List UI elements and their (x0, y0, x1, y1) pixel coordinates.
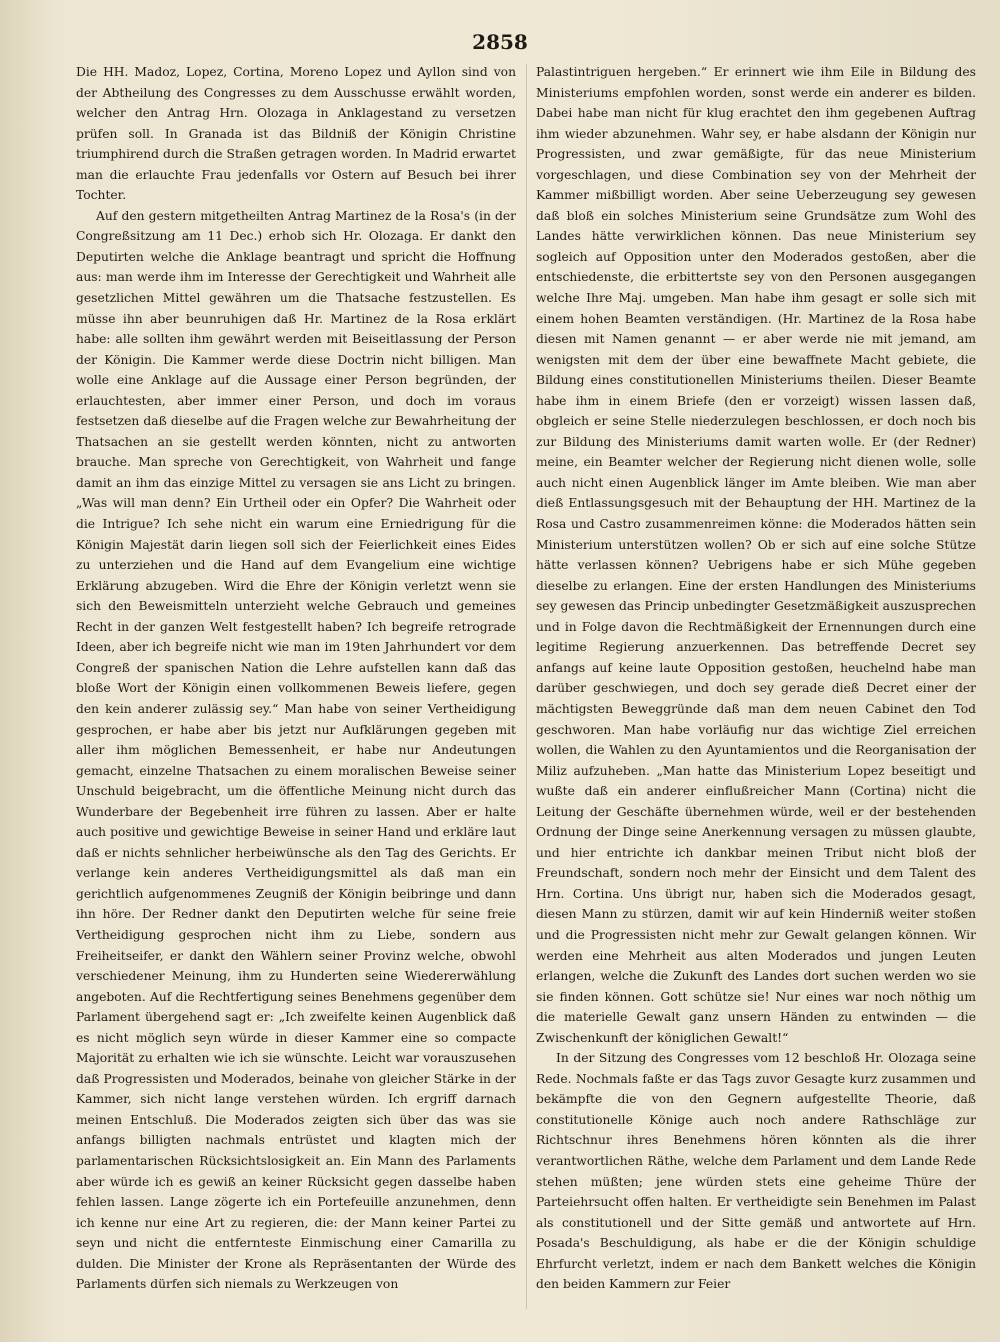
paragraph-sitzung-12: In der Sitzung des Congresses vom 12 beschloß Hr. Olozaga seine Rede. Nochmals faßte er das Tags zuvor Gesagte kurz zusammen und bekämpfte die von den Gegnern aufgestellte Theorie, daß constitutionelle Könige auch noch andere Rathschläge zur Richtschnur ihres Benehmens hören könnten als die ihrer verantwortlichen Räthe, welche dem Parlament und dem Lande Rede stehen müßten; jene würden stets eine geheime Thüre der Parteiehrsucht offen halten. Er vertheidigte sein Benehmen im Palast als constitutionell und der Sitte gemäß und antwortete auf Hrn. Posada's Beschuldigung, als habe er die der Königin schuldige Ehrfurcht verletzt, indem er nach dem Bankett welches die Königin den beiden Kammern zur Feier (536, 1051, 976, 1292)
right-column (536, 62, 976, 1295)
page-number: 2858 (472, 30, 528, 54)
paragraph-olozaga-rede: Auf den gestern mitgetheilten Antrag Martinez de la Rosa's (in der Congreßsitzung am 11 Dec.) erhob sich Hr. Olozaga. Er dankt den Deputirten welche die Anklage beantragt und spricht die Hoffnung aus: man werde ihm im Interesse der Gerechtigkeit und Wahrheit alle gesetzlichen Mittel gewähren um die Thatsache festzustellen. Es müsse ihn aber beunruhigen daß Hr. Martinez de la Rosa erklärt habe: alle sollten ihm gewährt werden mit Beiseitlassung der Person der Königin. Die Kammer werde diese Doctrin nicht billigen. Man wolle eine Anklage auf die Aussage einer Person begründen, der erlauchtesten, aber immer einer Person, und doch im voraus festsetzen daß dieselbe auf die Fragen welche zur Bewahrheitung der Thatsachen an sie gestellt werden könnten, nicht zu antworten brauche. Man spreche von Gerechtigkeit, von Wahrheit und fange damit an ihm das einzige Mittel zu versagen sie ans Licht zu bringen. „Was will man denn? Ein Urtheil oder ein Opfer? Die Wahrheit oder die Intrigue? Ich sehe nicht ein warum eine Erniedrigung für die Königin Majestät darin liegen soll sich der Feierlichkeit eines Eides zu unterziehen und die Hand auf dem Evangelium eine wichtige Erklärung abzugeben. Wird die Ehre der Königin verletzt wenn sie sich den Beweismitteln unterzieht welche Gebrauch und gemeines Recht in der ganzen Welt festgestellt haben? Ich begreife retrograde Ideen, aber ich begreife nicht wie man im 19ten Jahrhundert vor dem Congreß der spanischen Nation die Lehre aufstellen kann daß das bloße Wort der Königin einen vollkommenen Beweis liefere, gegen den kein anderer zulässig sey.“ Man habe von seiner Vertheidigung gesprochen, er habe aber bis jetzt nur Aufklärungen gegeben mit aller ihm möglichen Bemessenheit, er habe nur Andeutungen gemacht, einzelne Thatsachen zu einem moralischen Beweise seiner Unschuld beigebracht, um die öffentliche Meinung nicht durch das Wunderbare der Begebenheit irre führen zu lassen. Aber er halte auch positive und gewichtige Beweise in seiner Hand und erkläre laut daß er nichts sehnlicher herbeiwünsche als den Tag des Gerichts. Er verlange kein anderes Vertheidigungsmittel als daß man ein gerichtlich aufgenommenes Zeugniß der Königin beibringe und dann ihn höre. Der Redner dankt den Deputirten welche für seine freie Vertheidigung gesprochen nicht ihm zu Liebe, sondern aus Freiheitseifer, er dankt den Wählern seiner Provinz welche, obwohl verschiedener Meinung, ihm zu Hunderten seine Wiedererwählung angeboten. Auf die Rechtfertigung seines Benehmens gegenüber dem Parlament übergehend sagt er: „Ich zweifelte keinen Augenblick daß es nicht möglich seyn würde in dieser Kammer eine so compacte Majorität zu erhalten wie ich sie wünschte. Leicht war vorauszusehen daß Progressisten und Moderados, beinahe von gleicher Stärke in der Kammer, sich nicht lange verstehen würden. Ich ergriff darnach meinen Entschluß. Die Moderados zeigten sich über das was sie anfangs billigten nachmals entrüstet und klagten mich der parlamentarischen Rücksichtslosigkeit an. Ein Mann des Parlaments aber würde ich es gewiß an keiner Rücksicht gegen dasselbe haben fehlen lassen. Lange zögerte ich ein Portefeuille anzunehmen, denn ich kenne nur eine Art zu regieren, die: der Mann keiner Partei zu seyn und nicht die entfernteste Einmischung einer Camarilla zu dulden. Die Minister der Krone als Repräsentanten der Würde des Parlaments dürfen sich niemals zu Werkzeugen von (76, 208, 516, 1292)
left-column (76, 62, 516, 1295)
paragraph-palastintriguen: Palastintriguen hergeben.“ Er erinnert wie ihm Eile in Bildung des Ministeriums empfohlen worden, sonst werde ein anderer es bilden. Dabei habe man nicht für klug erachtet den ihm gegebenen Auftrag ihm wieder abzunehmen. Wahr sey, er habe alsdann der Königin nur Progressisten, und zwar gemäßigte, für das neue Ministerium vorgeschlagen, und diese Combination sey von der Mehrheit der Kammer mißbilligt worden. Aber seine Ueberzeugung sey gewesen daß bloß ein solches Ministerium seine Grundsätze zum Wohl des Landes hätte verwirklichen können. Das neue Ministerium sey sogleich auf Opposition unter den Moderados gestoßen, aber die entschiedenste, die erbittertste sey von den Personen ausgegangen welche Ihre Maj. umgeben. Man habe ihm gesagt er solle sich mit einem hohen Beamten verständigen. (Hr. Martinez de la Rosa habe diesen mit Namen genannt — er aber werde nie mit jemand, am wenigsten mit dem der über eine bewaffnete Macht gebiete, die Bildung eines constitutionellen Ministeriums theilen. Dieser Beamte habe ihm in einem Briefe (den er vorzeigt) wissen lassen daß, obgleich er seine Stelle niederzulegen beschlossen, er doch noch bis zur Bildung des Ministeriums damit warten wolle. Er (der Redner) meine, ein Beamter welcher der Regierung nicht dienen wolle, solle auch nicht einen Augenblick länger im Amte bleiben. Wie man aber dieß Entlassungsgesuch mit der Behauptung der HH. Martinez de la Rosa und Castro zusammenreimen könne: die Moderados hätten sein Ministerium unterstützen wollen? Ob er sich auf eine solche Stütze hätte verlassen können? Uebrigens habe er sich Mühe gegeben dieselbe zu erlangen. Eine der ersten Handlungen des Ministeriums sey gewesen das Princip unbedingter Gesetzmäßigkeit auszusprechen und in Folge davon die Rechtmäßigkeit der Ernennungen durch eine legitime Regierung anzuerkennen. Das betreffende Decret sey anfangs auf keine laute Opposition gestoßen, heuchelnd habe man darüber geschwiegen, und doch sey gerade dieß Decret einer der mächtigsten Beweggründe daß man dem neuen Cabinet den Tod geschworen. Man habe vorläufig nur das wichtige Ziel erreichen wollen, die Wahlen zu den Ayuntamientos und die Reorganisation der Miliz aufzuheben. „Man hatte das Ministerium Lopez beseitigt und wußte daß ein anderer einflußreicher Mann (Cortina) nicht die Leitung der Geschäfte übernehmen würde, weil er der bestehenden Ordnung der Dinge seine Anerkennung versagen zu müssen glaubte, und hier entrichte ich dankbar meinen Tribut nicht bloß der Freundschaft, sondern noch mehr der Einsicht und dem Talent des Hrn. Cortina. Uns übrigt nur, haben sich die Moderados gesagt, diesen Mann zu stürzen, damit wir auf kein Hinderniß weiter stoßen und die Progressisten nicht mehr zur Gewalt gelangen können. Wir werden eine Mehrheit aus alten Moderados und jungen Leuten erlangen, welche die Zukunft des Landes dort suchen werden wo sie sie finden können. Gott schütze sie! Nur eines war noch nöthig um die materielle Gewalt ganz unsern Händen zu entwinden — die Zwischenkunft der königlichen Gewalt!“ (536, 65, 976, 1045)
column-divider (526, 64, 527, 1309)
paragraph-ausschuss: Die HH. Madoz, Lopez, Cortina, Moreno Lopez und Ayllon sind von der Abtheilung des Congresses zu dem Ausschusse erwählt worden, welcher den Antrag Hrn. Olozaga in Anklagestand zu versetzen prüfen soll. In Granada ist das Bildniß der Königin Christine triumphirend durch die Straßen getragen worden. In Madrid erwartet man die erlauchte Frau jedenfalls vor Ostern auf Besuch bei ihrer Tochter. (76, 65, 516, 203)
